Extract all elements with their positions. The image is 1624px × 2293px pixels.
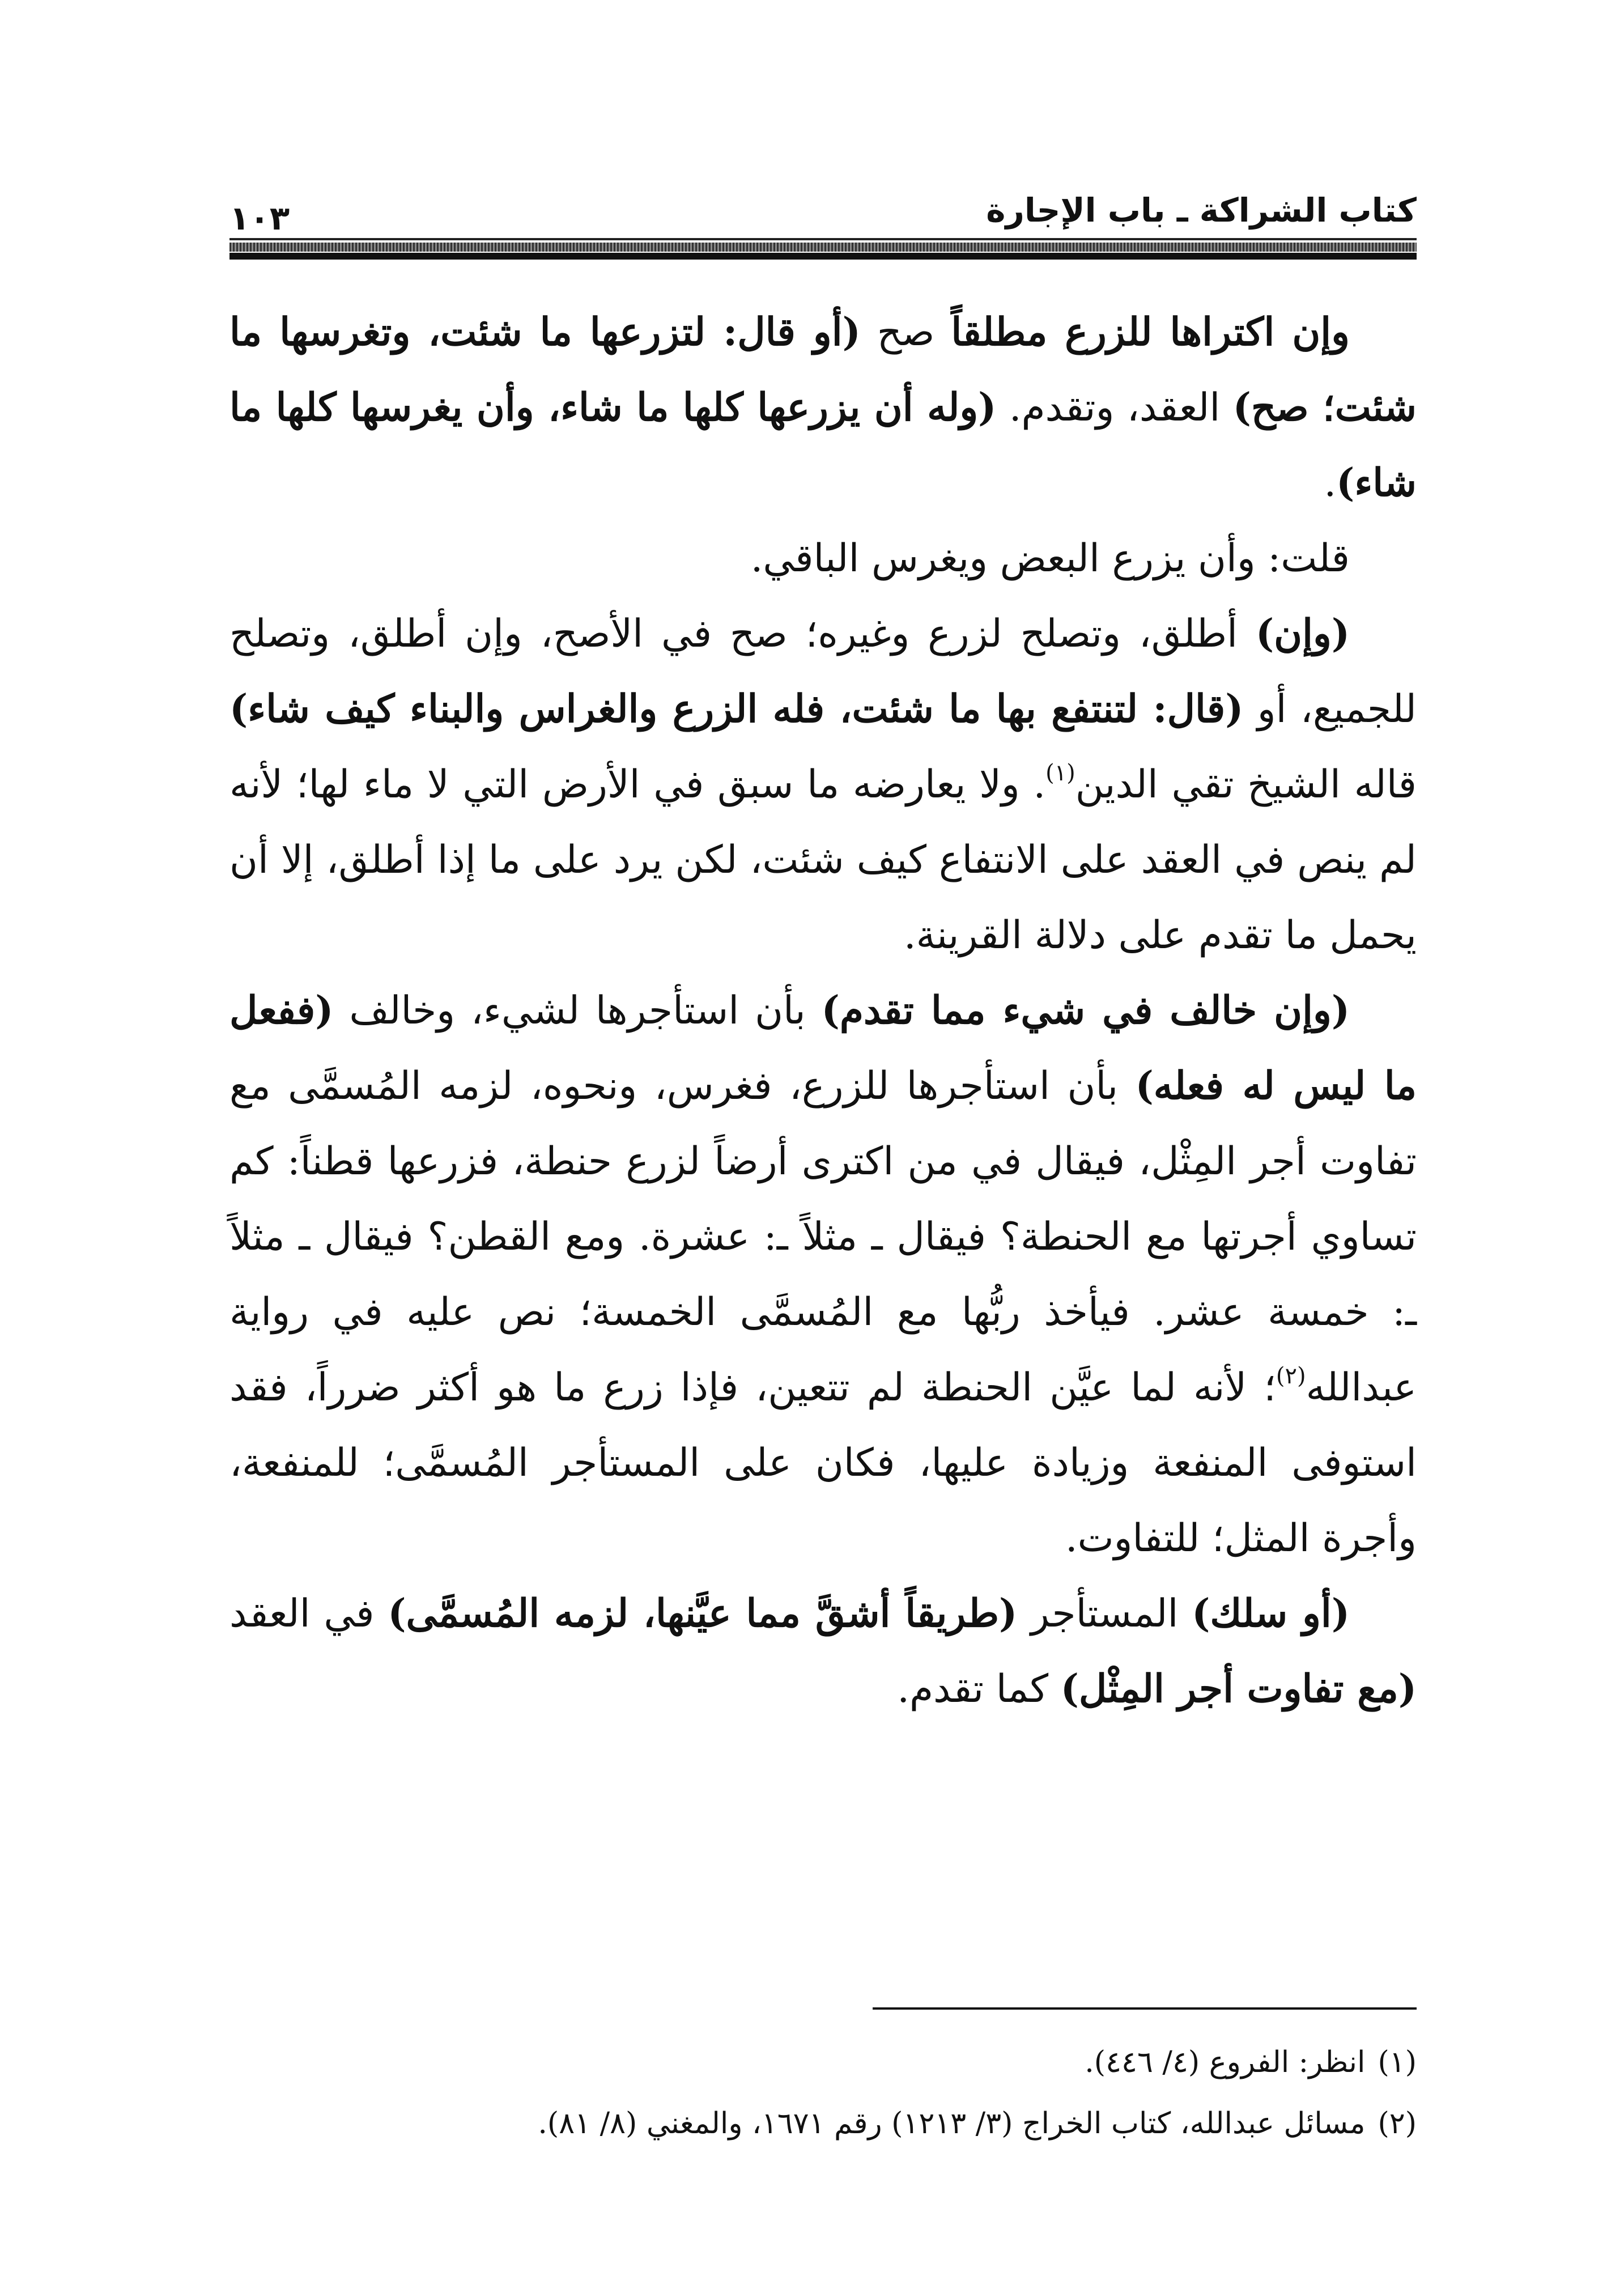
footnote [229, 2032, 1417, 2093]
footnote-separator [873, 2007, 1417, 2010]
footnote-text: مسائل عبدالله، كتاب الخراج (٣/ ١٢١٣) رقم ١٦٧١، والمغني (٨/ ٨١). [538, 2107, 1366, 2141]
matn-text: (طريقاً أشقَّ مما عيَّنها، لزمه المُسمَّى) [388, 1591, 1018, 1636]
matn-text: (مع تفاوت أجر المِثْل) [1060, 1666, 1417, 1712]
commentary-text: بأن استأجرها لشيء، وخالف [333, 988, 822, 1033]
footnote [229, 2093, 1417, 2154]
commentary-text: ؛ لأنه لما عيَّن الحنطة لم تتعين، فإذا زرع ما هو أكثر ضرراً، فقد استوفى المنفعة وزيادة عليها، فكان على المستأجر المُسمَّى؛ للمنفعة، وأجرة المثل؛ للتفاوت. [229, 1365, 1417, 1561]
matn-text: (أو سلك) [1192, 1591, 1350, 1636]
commentary-text: . [1324, 461, 1337, 506]
commentary-text: كما تقدم. [897, 1667, 1061, 1712]
matn-text: (وله أن يزرعها كلها ما شاء، وأن يغرسها كلها ما شاء) [229, 385, 1417, 506]
commentary-text: أطلق، وتصلح لزرع وغيره؛ صح في الأصح، وإن أطلق، وتصلح للجميع، أو [229, 612, 1417, 732]
commentary-text: صح [860, 310, 951, 355]
matn-text: (قال: لتنتفع بها ما شئت، فله الزرع والغراس والبناء كيف شاء) [229, 686, 1244, 732]
page-number: ١٠٣ [229, 199, 290, 237]
commentary-text: في العقد [229, 1591, 388, 1636]
commentary-text: العقد، وتقدم. [996, 385, 1233, 430]
footnote-number: (١) [1378, 2045, 1417, 2079]
matn-text: (وإن) [1255, 611, 1350, 656]
main-text [229, 295, 1417, 1727]
footnotes [229, 2032, 1417, 2154]
header-rule-thick-line [229, 253, 1417, 260]
paragraph [229, 973, 1417, 1576]
footnote-reference: (١) [1045, 760, 1075, 786]
commentary-text: قاله الشيخ تقي الدين [1075, 762, 1417, 807]
commentary-text: . ولا يعارضه ما سبق في الأرض التي لا ماء لها؛ لأنه لم ينص في العقد على الانتفاع كيف شئت، لكن يرد على ما إذا أطلق، إلا أن يحمل ما تقدم على دلالة القرينة. [229, 762, 1417, 958]
matn-text: (ففعل ما ليس له فعله) [229, 988, 1417, 1109]
header-rule-hatched-band [229, 243, 1417, 252]
paragraph [229, 1576, 1417, 1727]
page-header [229, 153, 1417, 237]
footnote-text: انظر: الفروع (٤/ ٤٤٦). [1085, 2045, 1366, 2079]
header-rule-thin-line [229, 238, 1417, 240]
footnote-number: (٢) [1378, 2107, 1417, 2141]
commentary-text: المستأجر [1017, 1591, 1192, 1636]
commentary-text: بأن استأجرها للزرع، فغرس، ونحوه، لزمه المُسمَّى مع تفاوت أجر المِثْل، فيقال في من اكترى أرضاً لزرع حنطة، فزرعها قطناً: كم تساوي أجرتها مع الحنطة؟ فيقال ـ مثلاً ـ: عشرة. ومع القطن؟ فيقال ـ مثلاً ـ: خمسة عشر. فيأخذ ربُّها مع المُسمَّى الخمسة؛ نص عليه في رواية عبدالله [229, 1064, 1417, 1410]
running-title: كتاب الشراكة ـ باب الإجارة [986, 191, 1417, 230]
commentary-text: قلت: وأن يزرع البعض ويغرس الباقي. [750, 536, 1350, 581]
paragraph [229, 295, 1417, 521]
paragraph [229, 596, 1417, 973]
matn-text: وإن اكتراها للزرع مطلقاً [951, 309, 1350, 355]
paragraph [229, 521, 1417, 596]
matn-text: (وإن خالف في شيء مما تقدم) [821, 988, 1350, 1033]
footnote-reference: (٢) [1276, 1363, 1306, 1389]
matn-text: (أو قال: لتزرعها ما شئت، وتغرسها ما شئت؛ صح) [229, 309, 1417, 430]
